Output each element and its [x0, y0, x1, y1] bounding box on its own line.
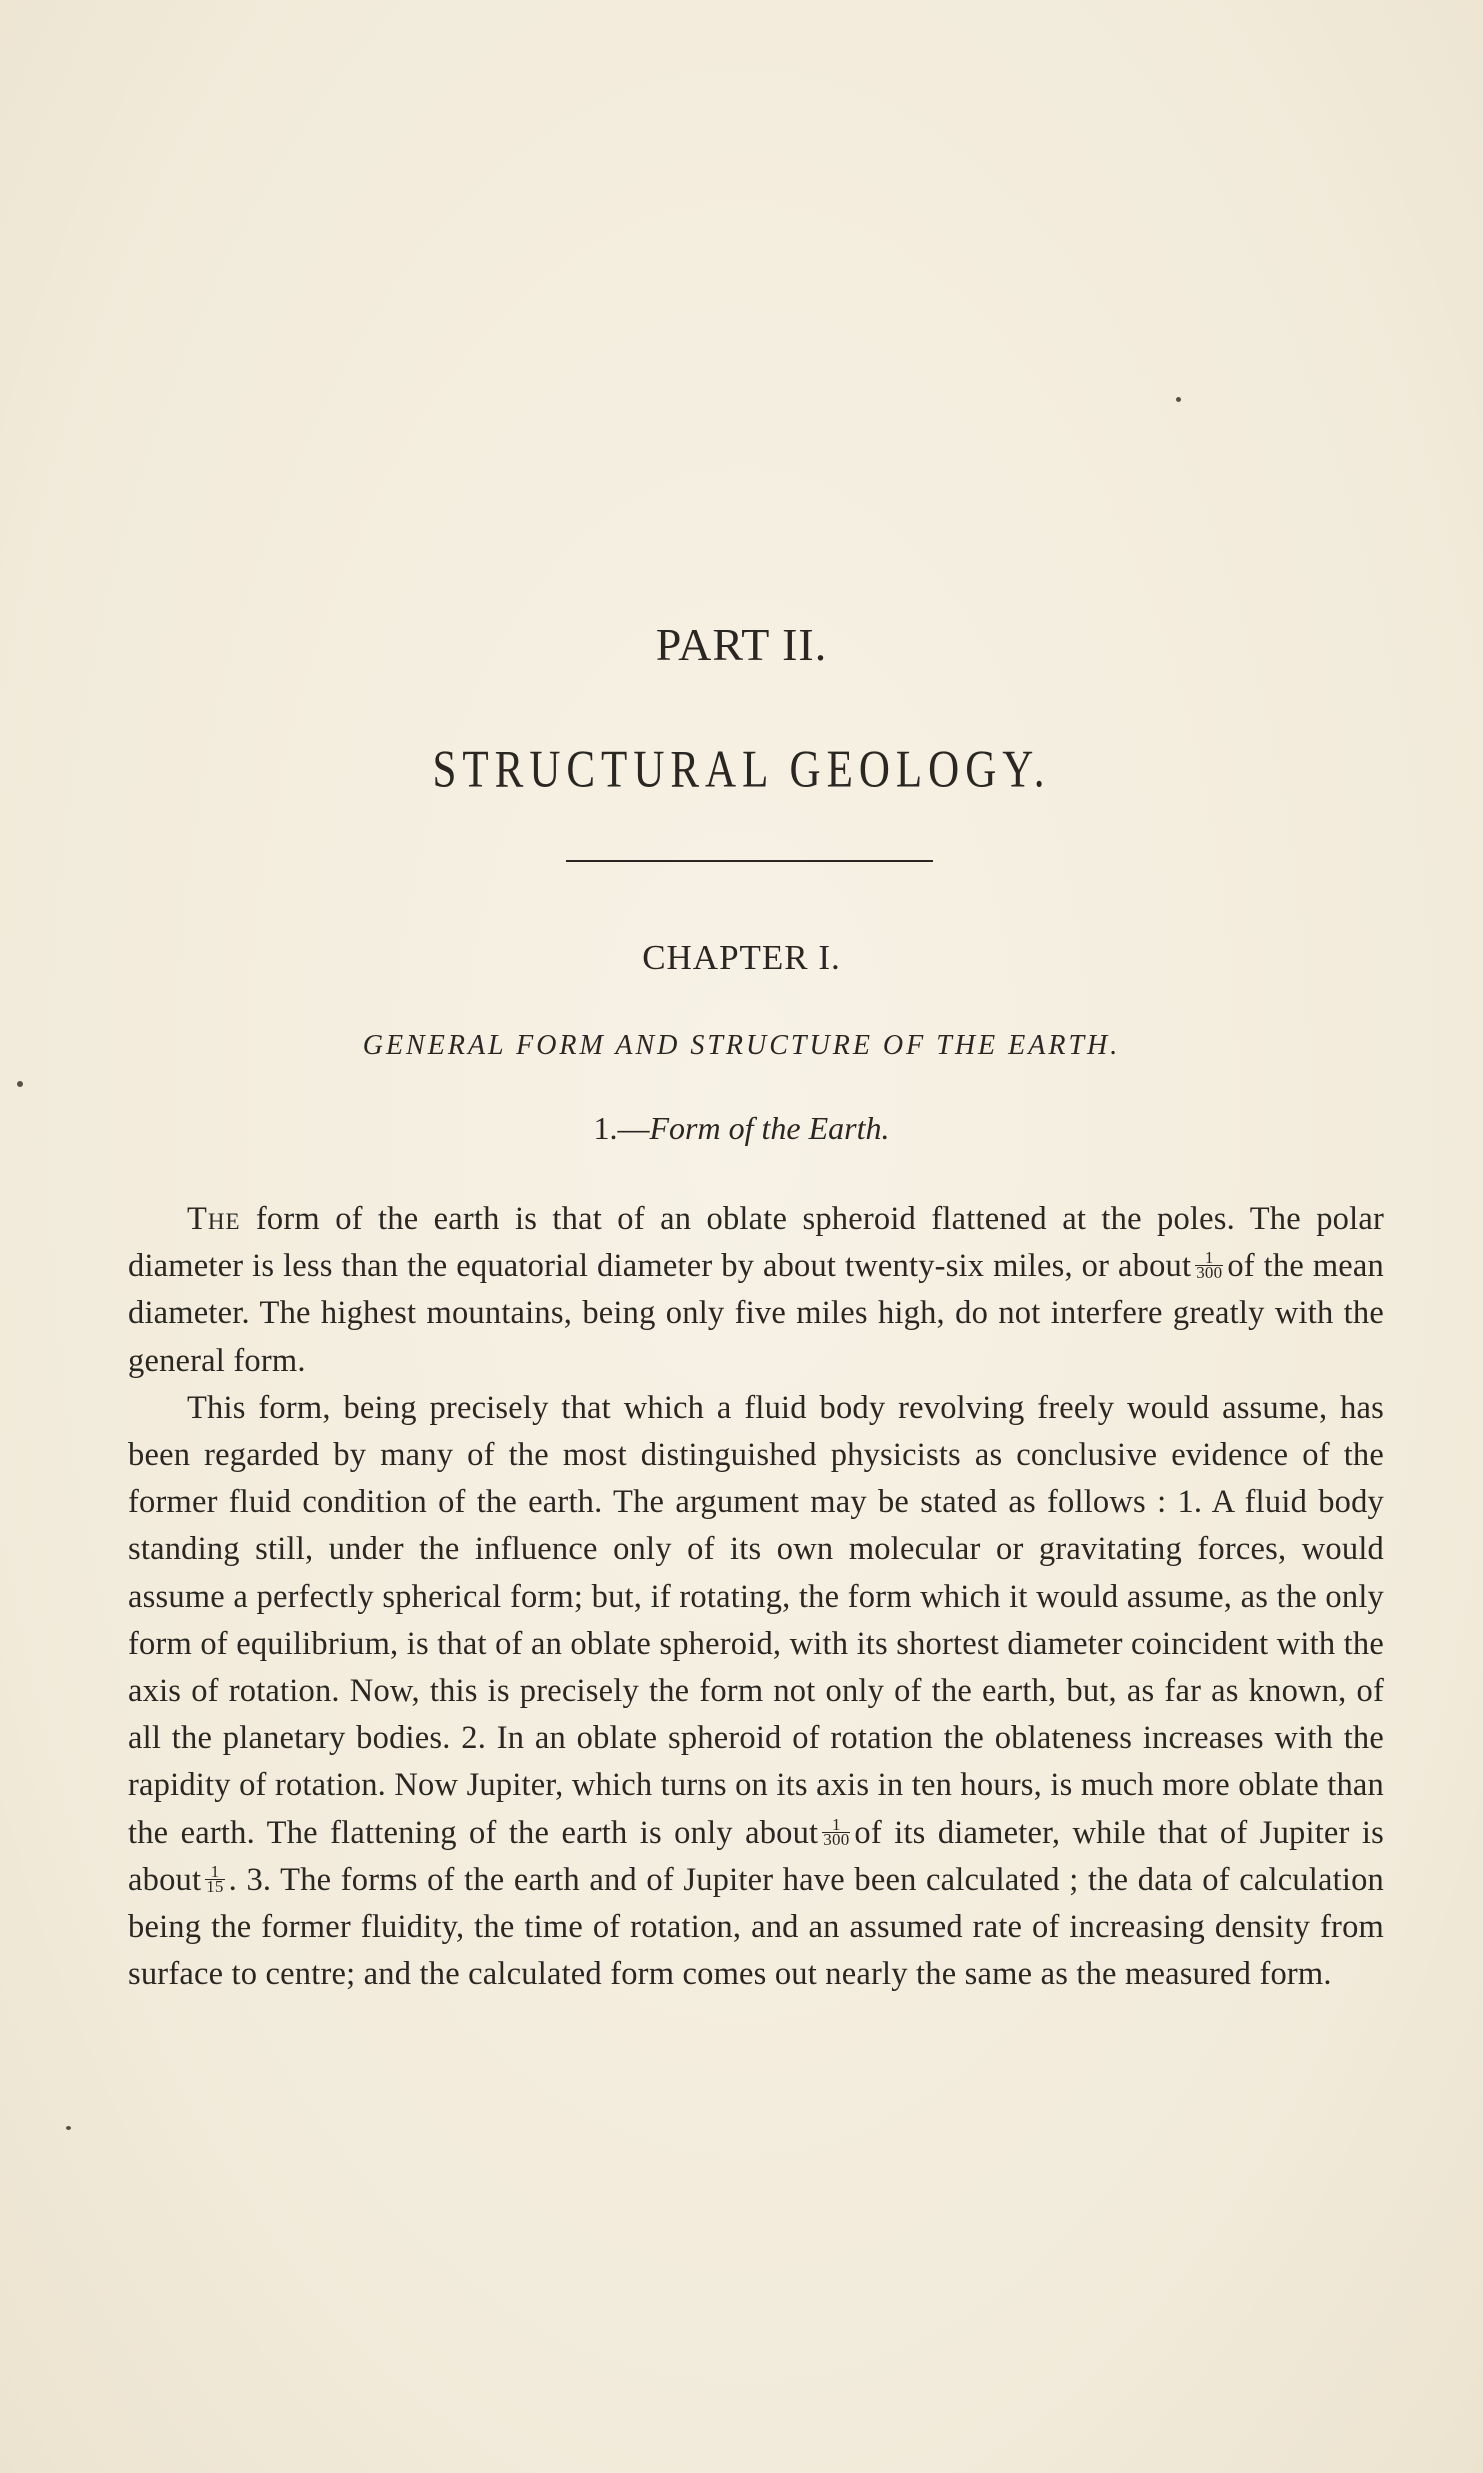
print-speck: [17, 1081, 23, 1087]
fraction-denominator: 15: [206, 1876, 224, 1896]
fraction-denominator: 300: [1196, 1263, 1223, 1283]
paragraph-1: [128, 1196, 1384, 1385]
paragraph-text: This form, being precisely that which a fluid body revolving freely would assume, has been regarded by many of the most distinguished physicists as conclusive evidence of the former fluid condition of the earth. The argument may be stated as follows : 1. A fluid body standing still, under the influence only of its own molecular or gravitating forces, would assume a perfectly spherical form; but, if rotating, the form which it would assume, as the only form of equilibrium, is that of an oblate spheroid, with its shortest diameter coincident with the axis of rotation. Now, this is precisely the form not only of the earth, but, as far as known, of all the planetary bodies. 2. In an oblate spheroid of rotation the oblateness increases with the rapidity of rotation. Now Jupiter, which turns on its axis in ten hours, is much more oblate than the earth. The flattening of the earth is only about: [128, 1389, 1384, 1851]
paragraph-lead-word: The: [187, 1201, 241, 1237]
paragraph-2: [128, 1385, 1384, 1999]
divider-rule: [566, 860, 933, 862]
chapter-heading: CHAPTER I.: [642, 938, 841, 977]
paragraph-text: . 3. The forms of the earth and of Jupiter have been calculated ; the data of calculation being the former fluidity, the time of rotation, and an assumed rate of increasing density from surface to centre; and the calculated form comes out nearly the same as the measured form.: [128, 1861, 1384, 1993]
fraction-numerator: 1: [822, 1818, 850, 1833]
paragraph-text: form of the earth is that of an oblate spheroid flattened at the poles. The polar diameter is less than the equatorial diameter by about twenty-six miles, or about: [128, 1201, 1384, 1285]
print-speck: [1176, 397, 1181, 402]
section-number: 1.—: [593, 1110, 650, 1146]
section-heading: [0, 1110, 1483, 1147]
section-title: Form of the Earth.: [649, 1110, 890, 1146]
print-speck: [66, 2126, 71, 2130]
subject-heading: STRUCTURAL GEOLOGY.: [432, 741, 1051, 799]
fraction-denominator: 300: [823, 1829, 850, 1849]
paragraph-text: of the mean diameter. The highest mountains, being only five miles high, do not interfere greatly with the general form.: [128, 1248, 1384, 1379]
body-text: [128, 1196, 1384, 1998]
fraction-numerator: 1: [205, 1865, 224, 1880]
fraction: [822, 1814, 850, 1849]
part-heading: PART II.: [655, 619, 828, 670]
fraction: [205, 1861, 224, 1896]
fraction: [1195, 1248, 1223, 1283]
paragraph-text: of its diameter, while that of Jupiter is about: [128, 1814, 1384, 1898]
chapter-title: GENERAL FORM AND STRUCTURE OF THE EARTH.: [362, 1030, 1121, 1061]
fraction-numerator: 1: [1195, 1251, 1223, 1266]
